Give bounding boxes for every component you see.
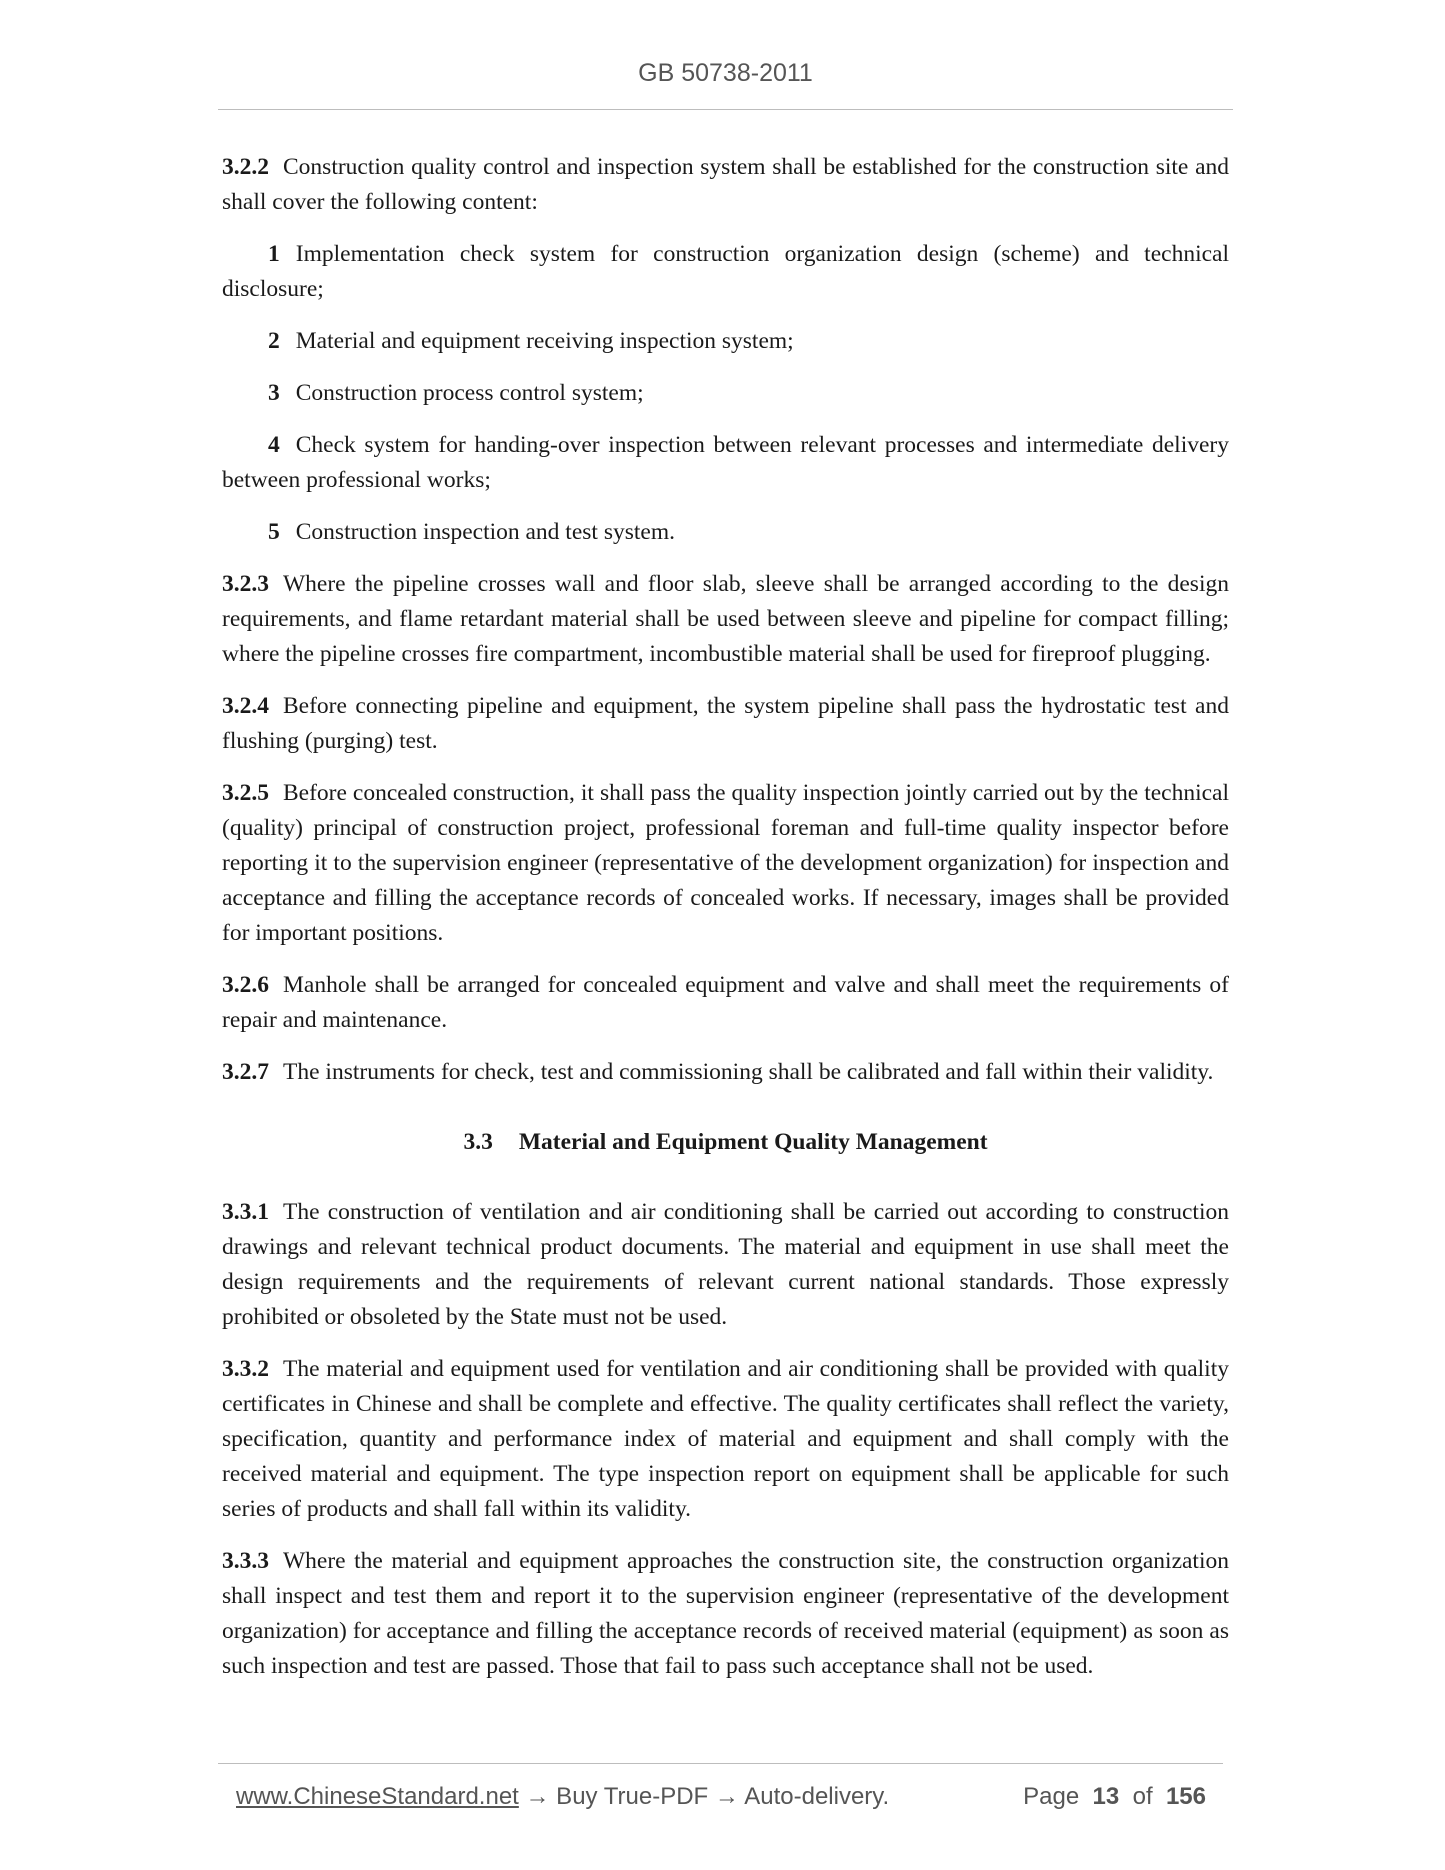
page-indicator [1023, 1780, 1206, 1814]
total-page-number: 156 [1165, 1783, 1206, 1810]
header-divider [218, 109, 1233, 110]
clause-3-2-3 [222, 567, 1229, 672]
clause-3-3-2 [222, 1352, 1229, 1527]
item-text: Material and equipment receiving inspection system; [295, 328, 794, 354]
page-of-label: of [1132, 1783, 1153, 1810]
list-item [222, 515, 1229, 550]
clause-number: 3.2.2 [222, 154, 269, 180]
item-text: Construction inspection and test system. [295, 519, 675, 545]
item-number: 2 [268, 328, 280, 354]
list-item [222, 428, 1229, 498]
clause-text: The material and equipment used for ventilation and air conditioning shall be provided with quality certificates in Chinese and shall be complete and effective. The quality certificates shall reflect the variety, specification, quantity and performance index of material and equipment and shall comply with the received material and equipment. The type inspection report on equipment shall be applicable for such series of products and shall fall within its validity. [222, 1356, 1229, 1522]
clause-number: 3.2.6 [222, 972, 269, 998]
list-item [222, 324, 1229, 359]
list-item [222, 237, 1229, 307]
current-page-number: 13 [1092, 1783, 1120, 1810]
section-heading [222, 1125, 1229, 1160]
clause-number: 3.2.5 [222, 780, 269, 806]
clause-number: 3.3.3 [222, 1548, 269, 1574]
page-header: GB 50738-2011 [638, 59, 813, 87]
item-text: Check system for handing-over inspection between relevant processes and intermediate delivery between professional works; [222, 432, 1229, 493]
footer-promo-text: → Buy True-PDF → Auto-delivery. [518, 1783, 890, 1810]
item-number: 4 [268, 432, 280, 458]
clause-text: Where the pipeline crosses wall and floor slab, sleeve shall be arranged according to the design requirements, and flame retardant material shall be used between sleeve and pipeline for compact filling; where the pipeline crosses fire compartment, incombustible material shall be used for fireproof plugging. [222, 571, 1229, 667]
clause-text: Before concealed construction, it shall pass the quality inspection jointly carried out by the technical (quality) principal of construction project, professional foreman and full-time quality inspector before reporting it to the supervision engineer (representative of the development organization) for inspection and acceptance and filling the acceptance records of concealed works. If necessary, images shall be provided for important positions. [222, 780, 1229, 946]
clause-3-2-2 [222, 150, 1229, 220]
item-number: 5 [268, 519, 280, 545]
item-text: Construction process control system; [295, 380, 644, 406]
document-body [222, 150, 1229, 1701]
clause-text: Where the material and equipment approaches the construction site, the construction organization shall inspect and test them and report it to the supervision engineer (representative of the development organization) for acceptance and filling the acceptance records of received material (equipment) as soon as such inspection and test are passed. Those that fail to pass such acceptance shall not be used. [222, 1548, 1229, 1679]
list-item [222, 376, 1229, 411]
clause-number: 3.3.1 [222, 1199, 269, 1225]
clause-text: Before connecting pipeline and equipment, the system pipeline shall pass the hydrostatic test and flushing (purging) test. [222, 693, 1229, 754]
page-footer [236, 1780, 1206, 1814]
clause-number: 3.3.2 [222, 1356, 269, 1382]
clause-3-2-5 [222, 776, 1229, 951]
clause-3-2-6 [222, 968, 1229, 1038]
clause-number: 3.2.7 [222, 1059, 269, 1085]
section-number: 3.3 [463, 1129, 493, 1155]
clause-number: 3.2.4 [222, 693, 269, 719]
clause-3-3-1 [222, 1195, 1229, 1335]
clause-text: The instruments for check, test and commissioning shall be calibrated and fall within their validity. [283, 1059, 1214, 1085]
item-number: 1 [268, 241, 280, 267]
item-text: Implementation check system for construction organization design (scheme) and technical disclosure; [222, 241, 1229, 302]
clause-3-3-3 [222, 1544, 1229, 1684]
page-label: Page [1023, 1783, 1080, 1810]
clause-text: Manhole shall be arranged for concealed equipment and valve and shall meet the requirements of repair and maintenance. [222, 972, 1229, 1033]
clause-3-2-7 [222, 1055, 1229, 1090]
clause-text: The construction of ventilation and air conditioning shall be carried out according to construction drawings and relevant technical product documents. The material and equipment in use shall meet the design requirements and the requirements of relevant current national standards. Those expressly prohibited or obsoleted by the State must not be used. [222, 1199, 1229, 1330]
section-title-text: Material and Equipment Quality Management [518, 1129, 988, 1155]
footer-divider [218, 1763, 1223, 1764]
clause-number: 3.2.3 [222, 571, 269, 597]
item-number: 3 [268, 380, 280, 406]
footer-promo [236, 1780, 889, 1814]
clause-text: Construction quality control and inspection system shall be established for the construction site and shall cover the following content: [222, 154, 1229, 215]
clause-3-2-4 [222, 689, 1229, 759]
website-link[interactable]: www.ChineseStandard.net [236, 1783, 519, 1810]
